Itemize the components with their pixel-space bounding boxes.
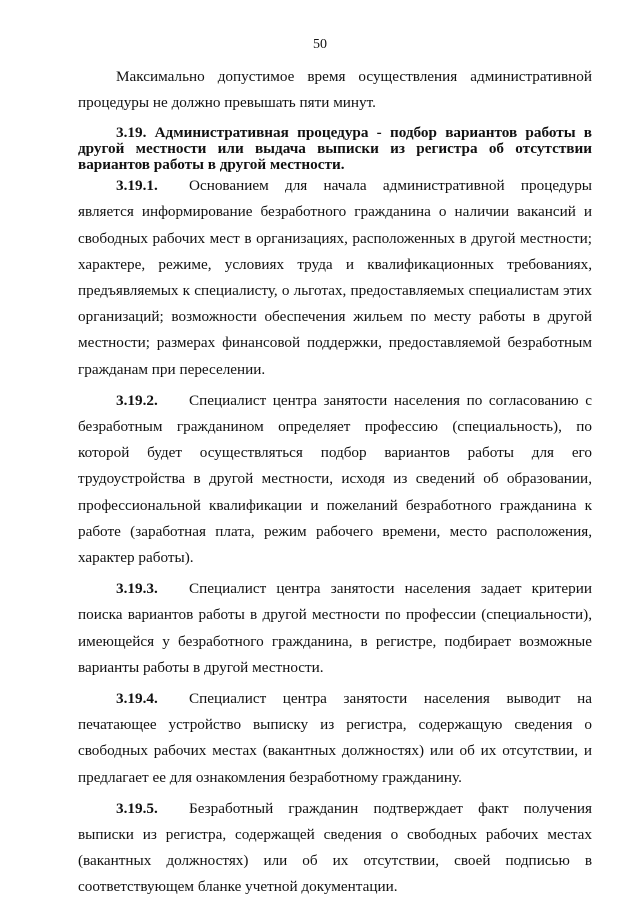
paragraph-number: 3.19.3.	[116, 580, 158, 598]
paragraph-number: 3.19.1.	[116, 177, 158, 195]
paragraph-3-19-4	[78, 686, 592, 791]
paragraph-text: Специалист центра занятости населения по согласованию с безработным гражданином определяет профессию (специальность), по которой будет осуществляться подбор вариантов работы для его трудоустройства в другой местности, исходя из сведений об образовании, профессиональной квалификации и пожеланий безработного гражданина к работе (заработная плата, режим рабочего времени, место расположения, характер работы).	[78, 391, 592, 567]
paragraph-3-19-1	[78, 173, 592, 383]
paragraph-text: Специалист центра занятости населения выводит на печатающее устройство выписку из регистра, содержащую сведения о свободных рабочих местах (вакантных должностях) или об их отсутствии, и предлагает ее для ознакомления безработному гражданину.	[78, 690, 592, 786]
page-number: 50	[313, 37, 327, 52]
paragraph-3-19-5	[78, 796, 592, 901]
paragraph-3-19-2	[78, 388, 592, 571]
paragraph-text: Специалист центра занятости населения задает критерии поиска вариантов работы в другой местности по профессии (специальности), имеющейся у безработного гражданина, в регистре, подбирает возможные варианты работы в другой местности.	[78, 580, 592, 676]
paragraph-text: Безработный гражданин подтверждает факт получения выписки из регистра, содержащей сведения о свободных рабочих местах (вакантных должностях) или об их отсутствии, своей подписью в соответствующем бланке учетной документации.	[78, 799, 592, 896]
document-body	[78, 64, 592, 901]
paragraph-text: Основанием для начала административной процедуры является информирование безработного гражданина о наличии вакансий и свободных рабочих мест в организациях, расположенных в другой местности; характере, режиме, условиях труда и квалификационных требованиях, предъявляемых к специалисту, о льготах, предоставляемых специалистам этих организаций; возможности обеспечения жильем по месту работы в другой местности; размерах финансовой поддержки, предоставляемой безработным гражданам при переселении.	[78, 177, 592, 378]
paragraph-3-19-3	[78, 576, 592, 681]
paragraph-number: 3.19.5.	[116, 799, 158, 817]
paragraph-number: 3.19.4.	[116, 690, 158, 708]
paragraph-number: 3.19.2.	[116, 391, 158, 409]
section-heading: 3.19. Административная процедура - подбор вариантов работы в другой местности или выдача выписки из регистра об отсутствии вариантов работы в другой местности.	[78, 124, 592, 173]
intro-paragraph: Максимально допустимое время осуществления административной процедуры не должно превышать пяти минут.	[78, 68, 592, 112]
